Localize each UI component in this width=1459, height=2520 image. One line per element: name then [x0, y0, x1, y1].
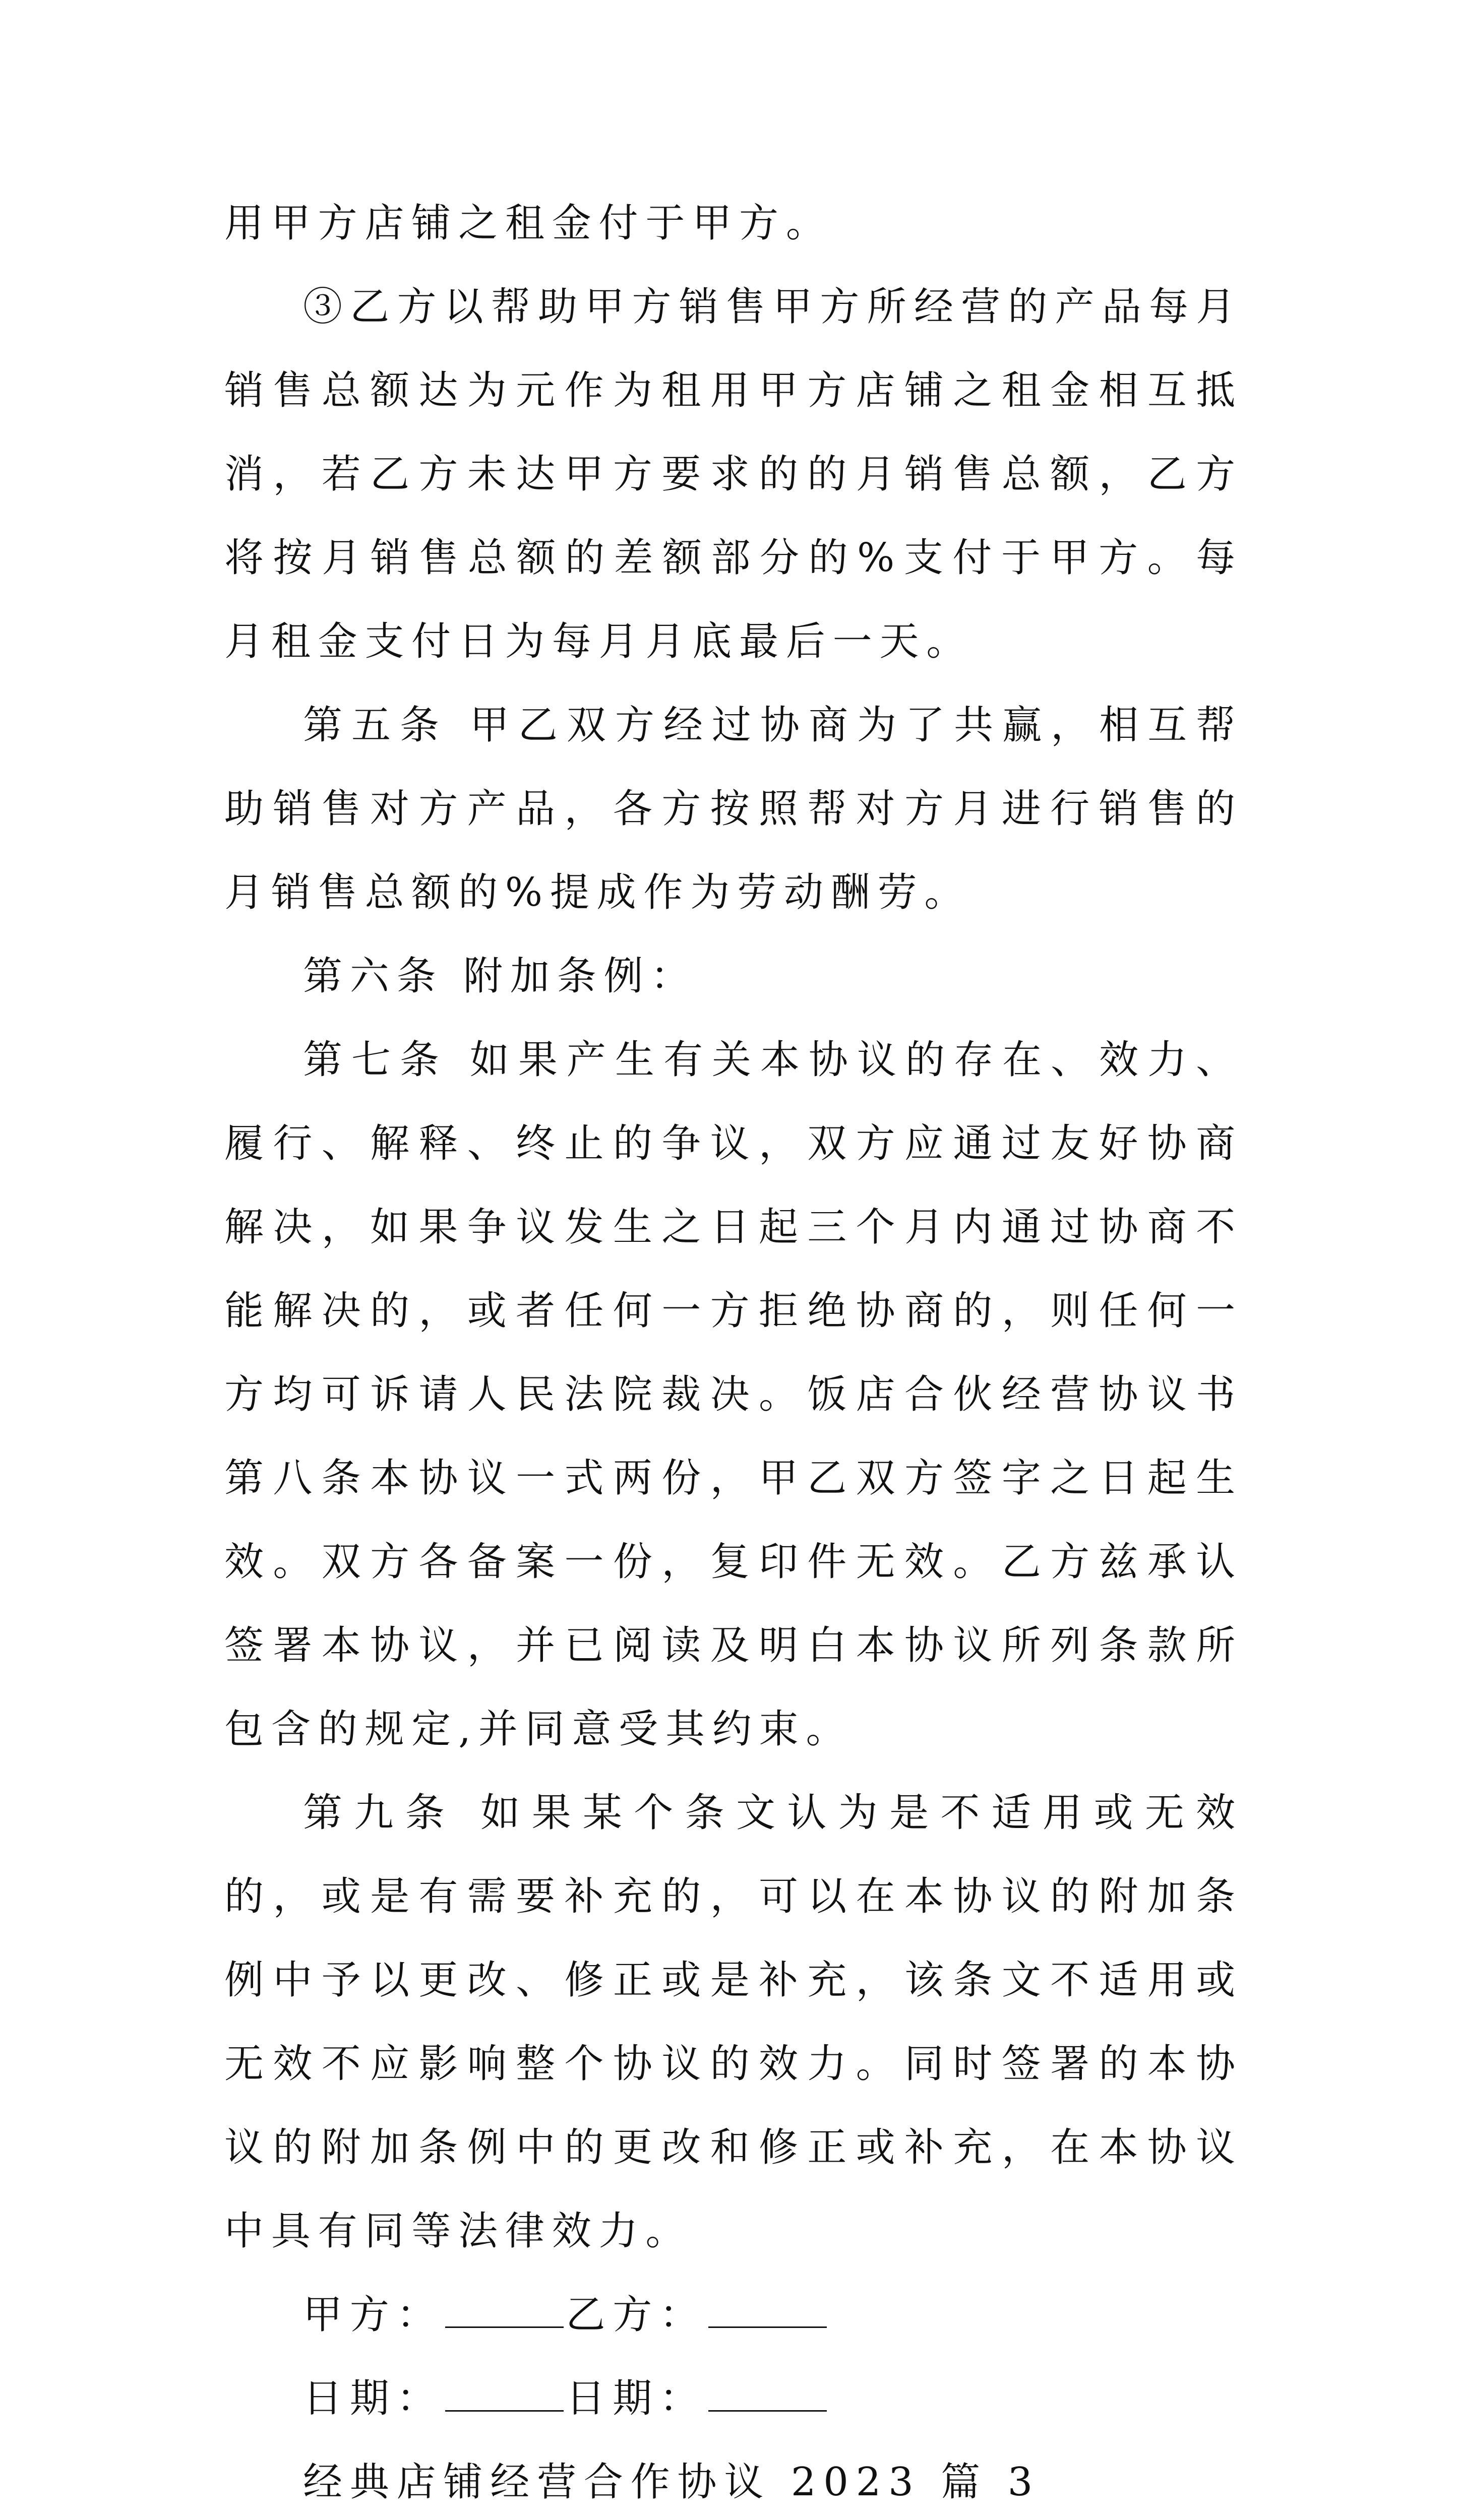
date-b-label: 日期：: [566, 2376, 706, 2421]
date-a-blank: [445, 2375, 564, 2412]
next-section-title: 经典店铺经营合作协议 2023 篇 3: [303, 2460, 1041, 2505]
date-b-blank: [708, 2375, 827, 2412]
paragraph-continuation: 用甲方店铺之租金付于甲方。: [224, 201, 833, 246]
party-b-label: 乙方：: [566, 2292, 706, 2338]
paragraph-article-7: 第七条 如果产生有关本协议的存在、效力、履行、解释、终止的争议，双方应通过友好协商解决，如果争议发生之日起三个月内通过协商不能解决的，或者任何一方拒绝协商的，则任何一方均可诉请人民法院裁决。饭店合伙经营协议书第八条本协议一式两份，甲乙双方签字之日起生效。双方各备案一份，复印件无效。乙方兹承认签署本协议，并已阅读及明白本协议所列条款所包含的规定,并同意受其约束。: [224, 1037, 1243, 1752]
paragraph-clause-3: ③乙方以帮助甲方销售甲方所经营的产品每月销售总额达为元作为租用甲方店铺之租金相互抵消，若乙方未达甲方要求的的月销售总额，乙方将按月销售总额的差额部分的%支付于甲方。每月租金支付日为每月月底最后一天。: [224, 284, 1243, 664]
paragraph-article-5: 第五条 甲乙双方经过协商为了共赢，相互帮助销售对方产品，各方按照帮对方月进行销售的月销售总额的%提成作为劳动酬劳。: [224, 703, 1243, 915]
party-b-blank: [708, 2291, 827, 2328]
paragraph-article-6: 第六条 附加条例：: [303, 954, 698, 999]
document-body: [224, 181, 1243, 2520]
signature-line-parties: [224, 2273, 1243, 2357]
signature-line-dates: [224, 2357, 1243, 2440]
party-a-label: 甲方：: [303, 2292, 444, 2338]
party-a-blank: [445, 2291, 564, 2328]
paragraph-article-9: 第九条 如果某个条文认为是不适用或无效的，或是有需要补充的，可以在本协议的附加条例中予以更改、修正或是补充，该条文不适用或无效不应影响整个协议的效力。同时签署的本协议的附加条例中的更改和修正或补充，在本协议中具有同等法律效力。: [224, 1790, 1243, 2254]
date-a-label: 日期：: [303, 2376, 444, 2421]
